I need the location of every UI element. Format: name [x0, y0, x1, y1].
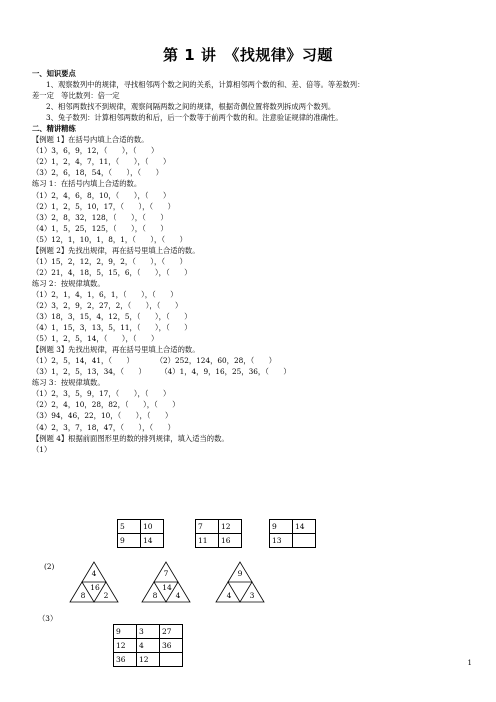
section-heading: 二、精讲精练: [32, 124, 76, 134]
text-line: 【例题 3】先找出规律，再在括号里填上合适的数。: [32, 345, 200, 355]
text-line: 【例题 2】先找出规律，再在括号里填上合适的数。: [32, 245, 200, 255]
grid-1: [117, 519, 164, 548]
text-line: （2）1，2，4，7，11，（ ），（ ）: [32, 157, 171, 167]
text-line: （1）2，5，14，41，（ ） （2）252，124，60，28，（ ）: [32, 356, 277, 366]
text-line: （2）3，2，9，2，27，2，（ ），（ ）: [32, 300, 183, 310]
grid-cell: 36: [160, 639, 183, 653]
grid-cell: 11: [196, 534, 219, 548]
text-line: （1）3，6，9，12，（ ），（ ）: [32, 146, 159, 156]
triangle-left-value: 8: [80, 591, 86, 600]
grid-cell: 16: [219, 534, 242, 548]
text-line: 2、相邻两数找不到规律，观察间隔两数之间的规律，根据奇偶位置将数列拆成两个数列。: [46, 102, 336, 112]
text-line: （1）2，4，6，8，10，（ ），（ ）: [32, 190, 171, 200]
text-line: （3）1，2，5，13，34，（ ） （4）1，4，9，16，25，36，（ ）: [32, 367, 291, 377]
text-line: （2）21，4，18，5，15，6，（ ），（ ）: [32, 267, 192, 277]
grid-cell: 13: [270, 534, 293, 548]
page-title: 第 1 讲 《找规律》习题: [163, 46, 333, 64]
grid-cell: 9: [270, 520, 293, 534]
triangle-center-value: 16: [90, 583, 100, 592]
text-line: 练习 1：在括号内填上合适的数。: [32, 179, 142, 189]
text-line: 差一定 等比数列：倍一定: [32, 91, 120, 101]
page-number: 1: [467, 659, 472, 667]
grid-cell: 10: [141, 520, 164, 534]
grid-cell: 36: [114, 653, 137, 667]
text-line: （5）1，2，5，14，（ ），（ ）: [32, 334, 159, 344]
grid-cell: 4: [137, 639, 160, 653]
triangle-1: [70, 562, 118, 602]
grid-cell: 12: [137, 653, 160, 667]
grid-3x3: [113, 624, 183, 667]
grid-cell: 12: [114, 639, 137, 653]
grid-cell: [160, 653, 183, 667]
triangle-center-value: 14: [162, 583, 172, 592]
triangle-left-value: 4: [226, 591, 232, 600]
text-line: （1）15，2，12，2，9，2，（ ），（ ）: [32, 256, 187, 266]
text-line: （1）: [32, 444, 52, 454]
triangle-right-value: 4: [175, 591, 181, 600]
triangle-figures: [60, 560, 320, 610]
grid-cell: 14: [293, 520, 316, 534]
triangle-top-value: 9: [237, 569, 243, 578]
part2-label: (2): [44, 562, 55, 571]
text-line: （3）2，6，18，54，（ ），（ ）: [32, 168, 163, 178]
triangle-3: [216, 562, 264, 602]
grid-cell: 9: [114, 625, 137, 639]
text-line: （2）2，4，10，28，82，（ ），（ ）: [32, 400, 180, 410]
triangle-top-value: 7: [163, 569, 169, 578]
text-line: （4）1，5，25，125，（ ），（ ）: [32, 223, 168, 233]
section-heading: 一、知识要点: [32, 69, 76, 78]
grid-cell: [293, 534, 316, 548]
grid-2: [195, 519, 242, 548]
grid-cell: 14: [141, 534, 164, 548]
text-line: （4）1，15，3，13，5，11，（ ），（ ）: [32, 323, 192, 333]
triangle-2: [142, 562, 190, 602]
triangle-right-value: 3: [249, 591, 255, 600]
grid-3: [269, 519, 316, 548]
text-line: （3）2，8，32，128，（ ），（ ）: [32, 212, 168, 222]
text-line: 【例题 4】根据前面图形里的数的排列规律，填入适当的数。: [32, 433, 229, 443]
grid-cell: 5: [118, 520, 141, 534]
text-line: 1、观察数列中的规律，寻找相邻两个数之间的关系，计算相邻两个数的和、差、倍等。等差数列：: [46, 80, 365, 90]
grid-cell: 7: [196, 520, 219, 534]
triangle-top-value: 4: [91, 569, 97, 578]
grid-cell: 12: [219, 520, 242, 534]
text-line: 练习 2：按规律填数。: [32, 278, 105, 288]
text-line: （3）94，46，22，10，（ ），（ ）: [32, 411, 173, 421]
part3-label: （3）: [38, 614, 58, 623]
text-body: [32, 68, 472, 455]
text-line: 3、兔子数列：计算相邻两数的和后，后一个数等于前两个数的和。注意验证规律的准确性。: [46, 113, 343, 123]
text-line: （1）2，3，5，9，17，（ ），（ ）: [32, 389, 171, 399]
triangle-left-value: 8: [152, 591, 158, 600]
grid-cell: 27: [160, 625, 183, 639]
text-line: 【例题 1】在括号内填上合适的数。: [32, 135, 149, 145]
text-line: 练习 3：按规律填数。: [32, 378, 105, 388]
triangle-right-value: 2: [103, 591, 109, 600]
text-line: （5）12，1，10，1，8，1，（ ），（ ）: [32, 234, 187, 244]
text-line: （1）2，1，4，1，6，1，（ ），（ ）: [32, 289, 178, 299]
text-line: （2）1，2，5，10，17，（ ），（ ）: [32, 201, 175, 211]
text-line: （3）18，3，15，4，12，5，（ ），（ ）: [32, 312, 192, 322]
grid-cell: 9: [118, 534, 141, 548]
grid-cell: 3: [137, 625, 160, 639]
text-line: （4）2，3，7，18，47，（ ），（ ）: [32, 422, 175, 432]
